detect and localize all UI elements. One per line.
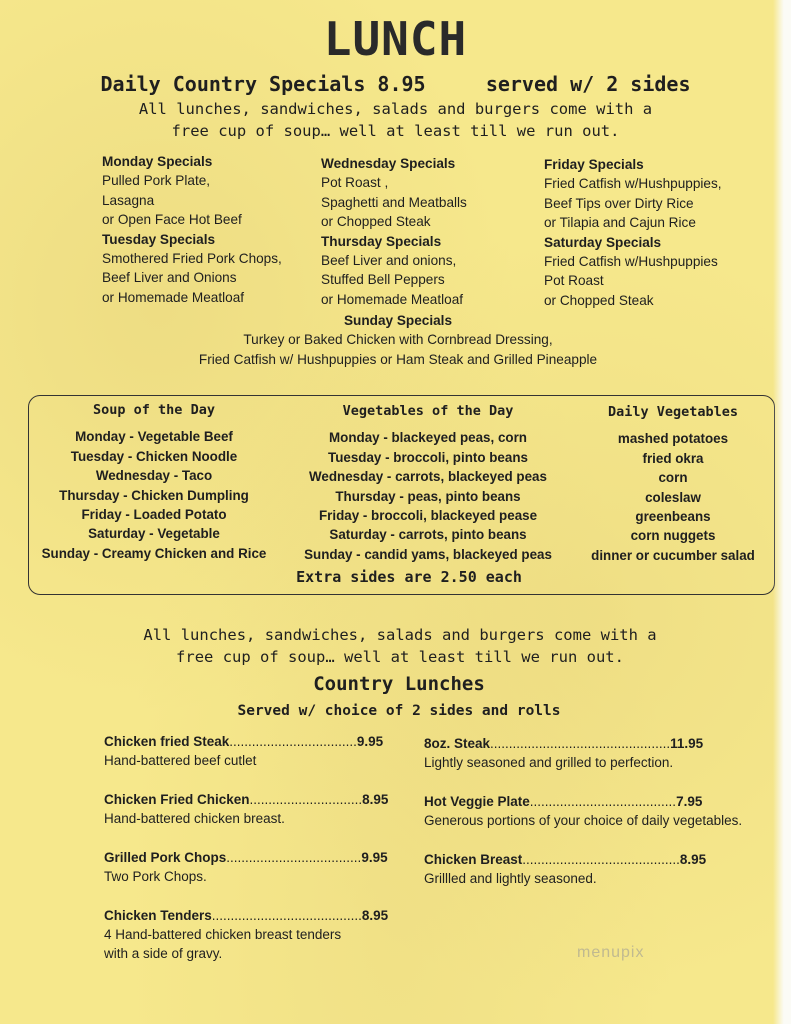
specials-item: Smothered Fried Pork Chops, bbox=[102, 251, 282, 267]
menu-item-name: Grilled Pork Chops bbox=[104, 850, 227, 865]
daily-veg-item: dinner or cucumber salad bbox=[591, 547, 755, 563]
served-line: served w/ 2 sides bbox=[485, 72, 691, 96]
specials-item: Pulled Pork Plate, bbox=[102, 173, 211, 189]
specials-item: Fried Catfish w/Hushpuppies, bbox=[544, 176, 722, 192]
page-title: LUNCH bbox=[323, 12, 468, 66]
menu-item-description: 4 Hand-battered chicken breast tenders bbox=[104, 927, 342, 942]
menu-item-leader: .................................... bbox=[226, 850, 362, 865]
veg-of-day-column bbox=[300, 402, 556, 564]
specials-column-1 bbox=[102, 152, 282, 307]
soup-note-line: All lunches, sandwiches, salads and burgers come with a bbox=[143, 626, 657, 644]
sunday-specials bbox=[0, 311, 791, 369]
veg-item: Monday - blackeyed peas, corn bbox=[329, 430, 527, 446]
menu-item-name: Chicken Fried Chicken bbox=[104, 792, 250, 807]
menu-item-leader: ................................................ bbox=[490, 736, 671, 751]
menu-item-description: Two Pork Chops. bbox=[104, 869, 207, 884]
menu-item-leader: ........................................ bbox=[211, 908, 362, 923]
soup-note-line: free cup of soup… well at least till we run out. bbox=[176, 648, 624, 666]
menu-item-title bbox=[424, 850, 706, 869]
soup-of-day-column bbox=[30, 401, 278, 563]
soup-item: Wednesday - Taco bbox=[95, 468, 213, 484]
veg-item: Tuesday - broccoli, pinto beans bbox=[328, 449, 528, 465]
veg-item: Saturday - carrots, pinto beans bbox=[329, 527, 527, 543]
veg-item: Friday - broccoli, blackeyed pease bbox=[318, 508, 538, 524]
menu-item-name: Hot Veggie Plate bbox=[424, 794, 530, 809]
menu-item-description: Hand-battered chicken breast. bbox=[104, 811, 285, 826]
menu-item-leader: .......................................... bbox=[522, 852, 680, 867]
soup-item: Sunday - Creamy Chicken and Rice bbox=[41, 545, 267, 561]
veg-heading: Vegetables of the Day bbox=[342, 403, 514, 419]
menu-item bbox=[104, 848, 388, 886]
specials-column-2 bbox=[321, 154, 467, 309]
specials-day-heading: Tuesday Specials bbox=[102, 231, 216, 247]
menu-item bbox=[104, 790, 388, 828]
country-lunches-heading: Country Lunches bbox=[313, 673, 485, 695]
sunday-line: Fried Catfish w/ Hushpuppies or Ham Steak and Grilled Pineapple bbox=[198, 351, 598, 367]
soup-item: Monday - Vegetable Beef bbox=[75, 429, 233, 445]
menu-item-title bbox=[424, 792, 742, 811]
specials-item: Beef Tips over Dirty Rice bbox=[544, 195, 694, 211]
menu-item-leader: ....................................... bbox=[529, 794, 677, 809]
specials-column-3 bbox=[544, 155, 722, 310]
menu-item-name: Chicken Tenders bbox=[104, 908, 212, 923]
specials-item: or Chopped Steak bbox=[544, 292, 654, 308]
sunday-heading: Sunday Specials bbox=[343, 313, 453, 328]
specials-item: or Homemade Meatloaf bbox=[102, 289, 245, 305]
specials-item: Lasagna bbox=[102, 192, 155, 208]
menu-item-price: 9.95 bbox=[356, 734, 384, 749]
menu-item bbox=[424, 734, 703, 772]
specials-day-heading: Thursday Specials bbox=[321, 233, 442, 249]
menu-item-name: Chicken fried Steak bbox=[104, 734, 230, 749]
menu-item-price: 8.95 bbox=[361, 908, 389, 923]
sunday-line: Turkey or Baked Chicken with Cornbread Dressing, bbox=[243, 332, 553, 348]
daily-veg-item: coleslaw bbox=[645, 489, 701, 505]
menu-item-description: Hand-battered beef cutlet bbox=[104, 753, 257, 768]
soup-note-top bbox=[0, 98, 791, 142]
menu-item-price: 8.95 bbox=[679, 852, 707, 867]
menu-item-title bbox=[104, 790, 388, 809]
menu-item-leader: .................................. bbox=[229, 734, 357, 749]
watermark: menupix bbox=[577, 944, 645, 961]
menu-item-title bbox=[424, 734, 703, 753]
soup-note-line: free cup of soup… well at least till we run out. bbox=[171, 122, 620, 140]
soup-item: Thursday - Chicken Dumpling bbox=[59, 487, 249, 503]
menu-item-title bbox=[104, 732, 383, 751]
menu-item-description: with a side of gravy. bbox=[104, 946, 223, 961]
menu-item-description: Generous portions of your choice of daily vegetables. bbox=[424, 813, 743, 828]
specials-line: Daily Country Specials 8.95 bbox=[100, 72, 426, 96]
daily-veg-item: mashed potatoes bbox=[617, 431, 729, 447]
veg-item: Sunday - candid yams, blackeyed peas bbox=[304, 546, 552, 562]
daily-veg-item: fried okra bbox=[642, 450, 704, 466]
specials-item: Beef Liver and onions, bbox=[321, 253, 457, 269]
menu-item-price: 7.95 bbox=[676, 794, 703, 809]
menu-item-price: 11.95 bbox=[670, 736, 704, 751]
menu-item-description: Lightly seasoned and grilled to perfection. bbox=[424, 755, 674, 770]
menu-item-name: Chicken Breast bbox=[424, 852, 523, 867]
soup-item: Tuesday - Chicken Noodle bbox=[70, 448, 238, 464]
specials-item: Beef Liver and Onions bbox=[102, 270, 237, 286]
country-lunches-subheading: Served w/ choice of 2 sides and rolls bbox=[237, 703, 561, 719]
menu-item-description: Grillled and lightly seasoned. bbox=[424, 871, 597, 886]
menu-item-leader: .............................. bbox=[249, 792, 363, 807]
specials-item: or Homemade Meatloaf bbox=[321, 291, 464, 307]
specials-day-heading: Wednesday Specials bbox=[321, 156, 456, 171]
specials-item: or Tilapia and Cajun Rice bbox=[544, 215, 696, 231]
menu-item-name: 8oz. Steak bbox=[424, 736, 491, 751]
specials-item: Spaghetti and Meatballs bbox=[321, 194, 467, 210]
veg-item: Thursday - peas, pinto beans bbox=[335, 488, 521, 504]
menu-item bbox=[424, 792, 742, 830]
specials-item: or Chopped Steak bbox=[321, 214, 431, 230]
daily-veg-column bbox=[585, 403, 761, 565]
specials-item: Pot Roast bbox=[544, 273, 604, 289]
daily-veg-item: corn nuggets bbox=[630, 528, 716, 544]
menu-item bbox=[104, 732, 383, 770]
specials-item: or Open Face Hot Beef bbox=[102, 212, 242, 228]
menu-item-title bbox=[104, 906, 388, 925]
menu-item-price: 9.95 bbox=[361, 850, 388, 865]
veg-item: Wednesday - carrots, blackeyed peas bbox=[309, 469, 547, 485]
specials-item: Stuffed Bell Peppers bbox=[321, 272, 445, 288]
soup-item: Saturday - Vegetable bbox=[88, 526, 220, 542]
specials-price-line bbox=[0, 72, 791, 96]
specials-item: Pot Roast , bbox=[321, 175, 389, 191]
specials-item: Fried Catfish w/Hushpuppies bbox=[544, 254, 718, 270]
menu-item-title bbox=[104, 848, 388, 867]
menu-item-price: 8.95 bbox=[362, 792, 389, 807]
menu-item bbox=[104, 906, 388, 963]
extra-sides: Extra sides are 2.50 each bbox=[296, 568, 522, 586]
specials-day-heading: Saturday Specials bbox=[544, 234, 662, 250]
daily-veg-item: greenbeans bbox=[635, 509, 711, 525]
daily-heading: Daily Vegetables bbox=[607, 404, 739, 420]
specials-day-heading: Friday Specials bbox=[544, 157, 644, 172]
soup-note-bottom bbox=[0, 624, 791, 668]
menu-item bbox=[424, 850, 706, 888]
daily-veg-item: corn bbox=[658, 470, 688, 486]
soup-heading: Soup of the Day bbox=[93, 402, 215, 418]
soup-item: Friday - Loaded Potato bbox=[81, 507, 227, 523]
soup-note-line: All lunches, sandwiches, salads and burgers come with a bbox=[138, 100, 653, 118]
paper-edge bbox=[773, 0, 791, 1024]
specials-day-heading: Monday Specials bbox=[102, 154, 213, 169]
